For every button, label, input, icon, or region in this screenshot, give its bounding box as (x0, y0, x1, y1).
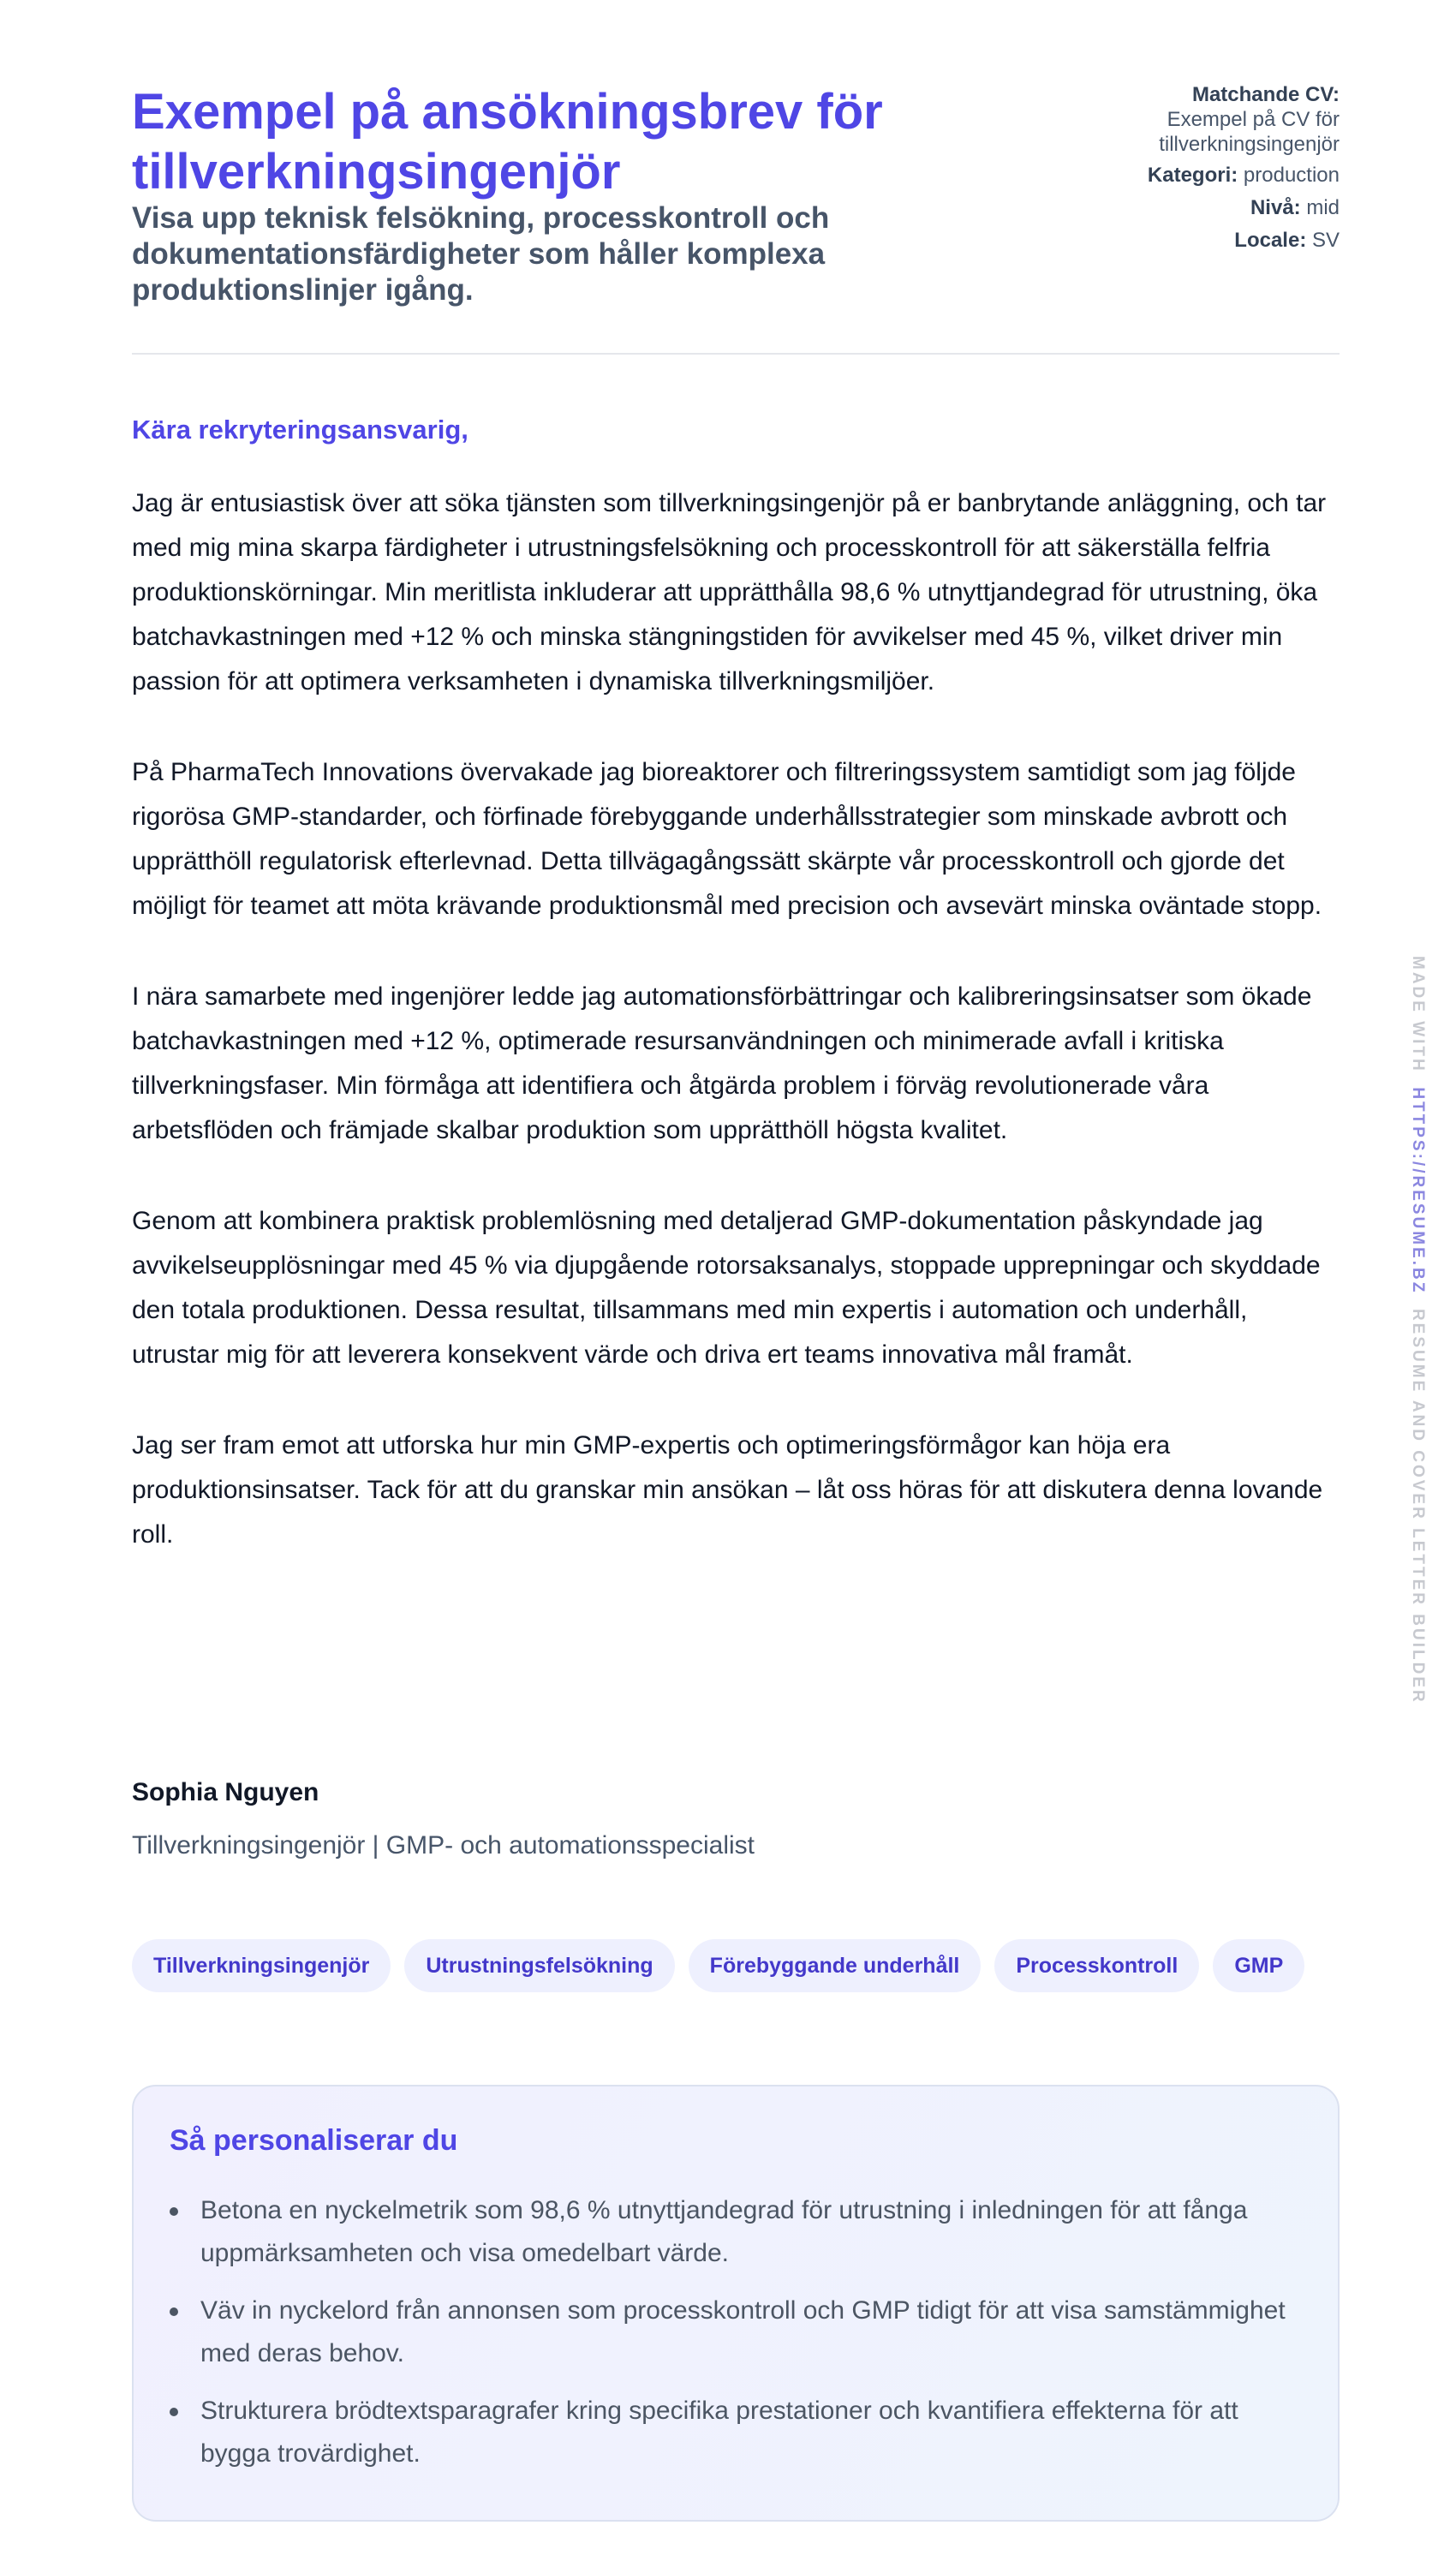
signature-name: Sophia Nguyen (132, 1778, 319, 1806)
signature-role: Tillverkningsingenjör | GMP- och automationsspecialist (132, 1831, 755, 1860)
tag-chip[interactable]: GMP (1213, 1939, 1304, 1992)
tag-chip[interactable]: Tillverkningsingenjör (132, 1939, 391, 1992)
tag-chip[interactable]: Förebyggande underhåll (689, 1939, 982, 1992)
meta-category-value: production (1243, 164, 1340, 187)
page-subtitle: Visa upp teknisk felsökning, processkontroll och dokumentationsfärdigheter som håller komplexa produktionslinjer igång. (132, 201, 830, 307)
tips-item-text: Väv in nyckelord från annonsen som processkontroll och GMP tidigt för att visa samstämmighet med deras behov. (200, 2296, 1286, 2367)
tag-chip[interactable]: Processkontroll (994, 1939, 1199, 1992)
meta-panel (980, 82, 1340, 260)
watermark-link[interactable]: HTTPS://RESUME.BZ (1409, 1087, 1427, 1295)
personalization-tips-box (132, 2085, 1340, 2522)
bullet-icon (170, 2207, 178, 2216)
bullet-icon (170, 2307, 178, 2316)
tips-title: Så personaliserar du (170, 2124, 458, 2157)
letter-paragraph: Jag ser fram emot att utforska hur min GMP-expertis och optimeringsförmågor kan höja era produktionsinsatser. Tack för att du granskar min ansökan – låt oss höras för att diskutera denna lovande roll. (132, 1431, 1323, 1549)
letter-body (132, 481, 1340, 1603)
tips-list-item (170, 2189, 1300, 2275)
meta-locale-key: Locale: (1234, 229, 1307, 252)
page-header (132, 0, 1340, 355)
tips-list-item (170, 2390, 1300, 2475)
tips-item-text: Strukturera brödtextsparagrafer kring specifika prestationer och kvantifiera effekterna för att bygga trovärdighet. (200, 2397, 1238, 2468)
tips-list-item (170, 2289, 1300, 2375)
bullet-icon (170, 2408, 178, 2416)
meta-matching-cv (1151, 82, 1340, 157)
letter-salutation: Kära rekryteringsansvarig, (132, 415, 468, 445)
letter-paragraph: Jag är entusiastisk över att söka tjänsten som tillverkningsingenjör på er banbrytande anläggning, och tar med mig mina skarpa färdigheter i utrustningsfelsökning och processkontroll för att säkerställa felfria produktionskörningar. Min meritlista inkluderar att upprätthålla 98,6 % utnyttjandegrad för utrustning, öka batchavkastningen med +12 % och minska stängningstiden för avvikelser med 45 %, vilket driver min passion för att optimera verksamheten i dynamiska tillverkningsmiljöer. (132, 489, 1327, 695)
meta-level (980, 195, 1340, 221)
page-title: Exempel på ansökningsbrev för tillverkningsingenjör (132, 84, 883, 200)
keyword-tags (132, 1939, 1304, 1992)
letter-paragraph: På PharmaTech Innovations övervakade jag bioreaktorer och filtreringssystem samtidigt som jag följde rigorösa GMP-standarder, och förfinade förebyggande underhållsstrategier som minskade avbrott och upprätthöll regulatorisk efterlevnad. Detta tillvägagångssätt skärpte vår processkontroll och gjorde det möjligt för teamet att möta krävande produktionsmål med precision och avsevärt minska oväntade stopp. (132, 758, 1322, 920)
meta-cv-key: Matchande CV: (1191, 83, 1340, 106)
meta-locale-value: SV (1311, 229, 1340, 252)
meta-category (980, 163, 1340, 188)
made-with-watermark (1408, 956, 1427, 1704)
tips-list (170, 2189, 1300, 2490)
cover-letter-page (132, 0, 1340, 2468)
meta-category-key: Kategori: (1147, 164, 1238, 187)
meta-cv-link[interactable]: Exempel på CV för tillverkningsingenjör (1159, 108, 1340, 156)
meta-level-value: mid (1306, 196, 1340, 219)
letter-paragraph: Genom att kombinera praktisk problemlösning med detaljerad GMP-dokumentation påskyndade jag avvikelseupplösningar med 45 % via djupgående rotorsaksanalys, stoppade upprepningar och skyddade den totala produktionen. Dessa resultat, tillsammans med min expertis i automation och underhåll, utrustar mig för att leverera konsekvent värde och driva ert teams innovativa mål framåt. (132, 1207, 1321, 1369)
tag-chip[interactable]: Utrustningsfelsökning (404, 1939, 674, 1992)
tips-item-text: Betona en nyckelmetrik som 98,6 % utnyttjandegrad för utrustning i inledningen för att fånga uppmärksamheten och visa omedelbart värde. (200, 2196, 1248, 2267)
letter-paragraph: I nära samarbete med ingenjörer ledde jag automationsförbättringar och kalibreringsinsatser som ökade batchavkastningen med +12 %, optimerade resursanvändningen och minimerade avfall i kritiska tillverkningsfaser. Min förmåga att identifiera och åtgärda problem i förväg revolutionerade våra arbetsflöden och främjade skalbar produktion som upprätthöll högsta kvalitet. (132, 982, 1312, 1144)
meta-level-key: Nivå: (1250, 196, 1301, 219)
watermark-prefix: MADE WITH (1409, 956, 1427, 1073)
meta-locale (980, 228, 1340, 254)
watermark-suffix: RESUME AND COVER LETTER BUILDER (1409, 1308, 1427, 1704)
